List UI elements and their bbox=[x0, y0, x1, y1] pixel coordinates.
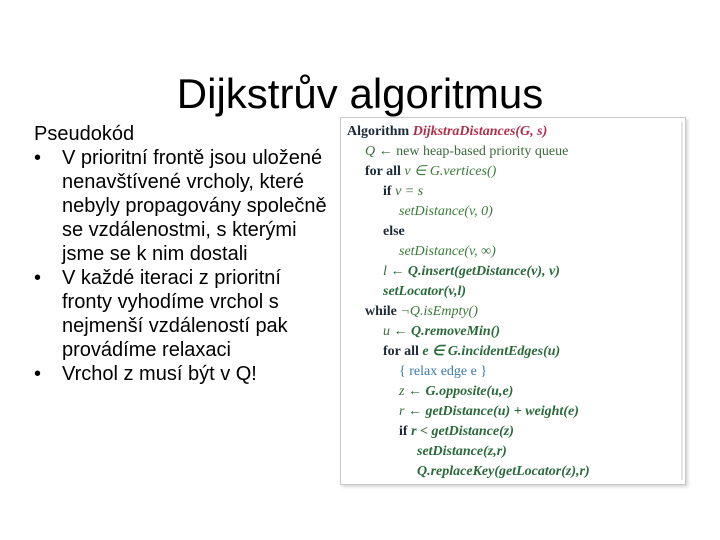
algo-line bbox=[365, 142, 568, 162]
algo-line bbox=[383, 222, 405, 242]
bullet-item bbox=[34, 362, 334, 386]
algo-keyword: for all bbox=[365, 164, 401, 179]
algo-line bbox=[399, 242, 496, 262]
algo-comment: { relax edge e } bbox=[399, 364, 488, 379]
algo-statement: ← getDistance(u) + weight(e) bbox=[407, 404, 579, 419]
bullet-text: V každé iteraci z prioritní fronty vyhodíme vrchol s nejmenší vzdáleností pak provádíme relaxaci bbox=[62, 267, 288, 361]
algo-line bbox=[365, 162, 496, 182]
algo-line bbox=[399, 202, 493, 222]
bullet-icon: • bbox=[34, 267, 42, 289]
algo-condition: v = s bbox=[395, 184, 424, 199]
scroll-edge-divider bbox=[681, 122, 683, 480]
algo-condition: ¬Q.isEmpty() bbox=[400, 304, 478, 319]
bullet-item bbox=[34, 266, 334, 362]
left-text-column bbox=[34, 122, 334, 386]
algo-statement: setLocator(v,l) bbox=[383, 284, 467, 299]
bullet-item bbox=[34, 146, 334, 266]
algo-statement: ← Q.removeMin() bbox=[393, 324, 501, 339]
bullet-text: V prioritní frontě jsou uložené nenavštívené vrcholy, které nebyly propagovány společně se vzdálenostmi, s kterými jsme se k nim dostali bbox=[62, 147, 327, 265]
algo-keyword: for all bbox=[383, 344, 419, 359]
slide-title: Dijkstrův algoritmus bbox=[176, 70, 544, 118]
algo-line bbox=[399, 362, 487, 382]
algo-keyword: else bbox=[383, 224, 405, 239]
algo-keyword: if bbox=[399, 424, 408, 439]
algo-line bbox=[399, 382, 513, 402]
algo-variable: Q bbox=[365, 144, 376, 159]
algo-line bbox=[347, 122, 547, 142]
algo-line bbox=[383, 262, 560, 282]
algorithm-image bbox=[340, 117, 686, 485]
bullet-icon: • bbox=[34, 363, 42, 385]
algo-variable: l bbox=[383, 264, 387, 279]
algo-keyword: while bbox=[365, 304, 397, 319]
algo-line bbox=[417, 442, 507, 462]
algo-line bbox=[399, 402, 579, 422]
algo-variable: u bbox=[383, 324, 390, 339]
algo-statement: v ∈ G.vertices() bbox=[404, 164, 497, 179]
algo-variable: r bbox=[399, 404, 405, 419]
algo-statement: Q.replaceKey(getLocator(z),r) bbox=[417, 464, 590, 479]
algo-statement: setDistance(v, 0) bbox=[399, 204, 493, 219]
algo-line bbox=[383, 182, 423, 202]
algo-statement: ← new heap-based priority queue bbox=[378, 144, 569, 159]
algo-statement: setDistance(v, ∞) bbox=[399, 244, 496, 259]
algo-line bbox=[365, 302, 478, 322]
algo-line bbox=[383, 322, 500, 342]
algo-function-name: DijkstraDistances(G, s) bbox=[412, 124, 548, 139]
algo-line bbox=[399, 422, 514, 442]
algo-variable: z bbox=[399, 384, 405, 399]
algo-statement: ← Q.insert(getDistance(v), v) bbox=[390, 264, 560, 279]
algo-keyword: if bbox=[383, 184, 392, 199]
algo-condition: r < getDistance(z) bbox=[411, 424, 514, 439]
algo-line bbox=[417, 462, 590, 482]
algo-line bbox=[383, 282, 466, 302]
algo-line bbox=[383, 342, 560, 362]
bullet-list bbox=[34, 146, 334, 386]
algo-statement: setDistance(z,r) bbox=[417, 444, 507, 459]
bullet-icon: • bbox=[34, 147, 42, 169]
algo-statement: e ∈ G.incidentEdges(u) bbox=[422, 344, 561, 359]
algo-statement: ← G.opposite(u,e) bbox=[407, 384, 514, 399]
algo-keyword: Algorithm bbox=[347, 124, 410, 139]
pseudocode-heading: Pseudokód bbox=[34, 123, 135, 145]
bullet-text: Vrchol z musí být v Q! bbox=[62, 363, 257, 385]
